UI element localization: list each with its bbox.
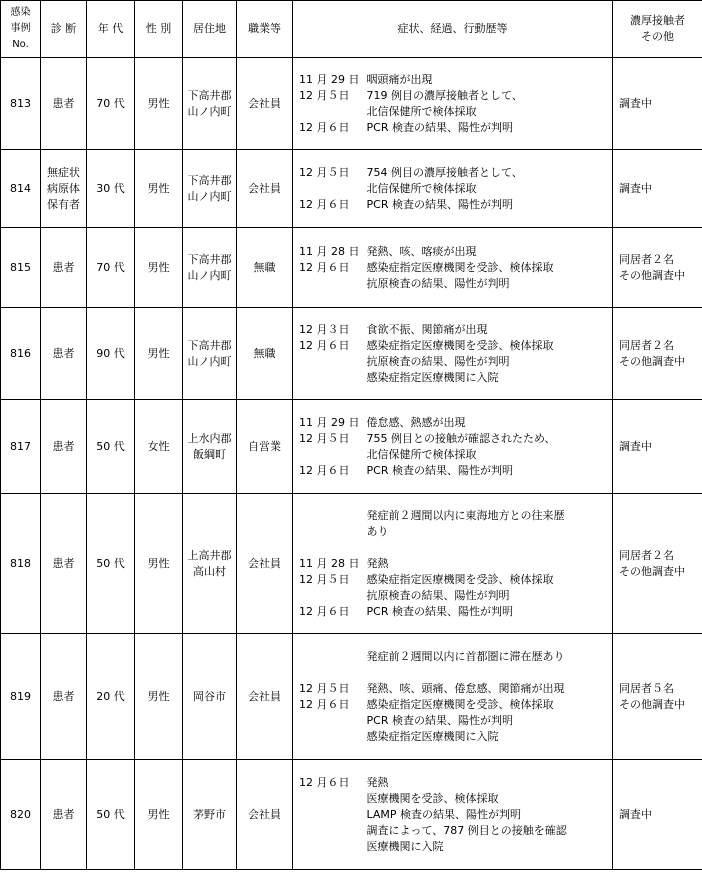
- course-dates-line: 12 月６日: [299, 463, 350, 477]
- diagnosis-line: 患者: [52, 689, 75, 703]
- occupation: 会社員: [237, 760, 293, 870]
- course-text-line: 医療機関に入院: [366, 839, 444, 853]
- occupation: 会社員: [237, 58, 293, 150]
- course-dates-line: [299, 823, 367, 839]
- course-dates: [293, 228, 367, 308]
- table-row: [1, 400, 702, 494]
- age: 50 代: [87, 400, 135, 494]
- course-text-line: 発熱、咳、頭痛、倦怠感、関節痛が出現: [366, 681, 565, 695]
- course-dates: [293, 308, 367, 400]
- age: 70 代: [87, 58, 135, 150]
- contacts: [613, 634, 702, 760]
- course-text-line: PCR 検査の結果、陽性が判明: [366, 713, 513, 727]
- course-dates-line: 12 月５日: [299, 681, 350, 695]
- course-dates: [293, 400, 367, 494]
- case-number: 814: [1, 150, 41, 228]
- course-dates-line: 12 月６日: [299, 604, 350, 618]
- course-text-line: 抗原検査の結果、陽性が判明: [366, 276, 510, 290]
- sex: 男性: [135, 150, 183, 228]
- table-row: [1, 634, 702, 760]
- residence-line: 下高井郡: [187, 173, 232, 187]
- diagnosis: [41, 760, 87, 870]
- course-text-line: 発熱: [366, 556, 389, 570]
- sex: 男性: [135, 494, 183, 634]
- contacts: [613, 228, 702, 308]
- header-age: 年 代: [87, 1, 135, 58]
- residence: [183, 228, 237, 308]
- course-text-line: 北信保健所で検体採取: [366, 181, 477, 195]
- course-text-line: 感染症指定医療機関に入院: [366, 729, 499, 743]
- course-dates-line: 11 月 28 日: [299, 556, 360, 570]
- course-text-line: [367, 665, 613, 681]
- header-contacts: [613, 1, 702, 58]
- header-residence: 居住地: [183, 1, 237, 58]
- residence-line: 飯綱町: [193, 447, 226, 461]
- diagnosis: [41, 308, 87, 400]
- header-case-no: [1, 1, 41, 58]
- course-dates-line: [299, 588, 367, 604]
- age: 50 代: [87, 760, 135, 870]
- course-text-line: 感染症指定医療機関を受診、検体採取: [366, 260, 554, 274]
- contacts: [613, 400, 702, 494]
- course-text-line: 倦怠感、熱感が出現: [366, 415, 466, 429]
- diagnosis-line: 患者: [52, 346, 75, 360]
- course-dates-line: 12 月５日: [299, 572, 350, 586]
- diagnosis: [41, 634, 87, 760]
- residence-line: 下高井郡: [187, 88, 232, 102]
- age: 20 代: [87, 634, 135, 760]
- course-text-line: PCR 検査の結果、陽性が判明: [366, 604, 513, 618]
- contacts: [613, 58, 702, 150]
- contacts-line: 調査中: [619, 439, 652, 453]
- course-text: [367, 228, 613, 308]
- course-dates-line: 12 月６日: [299, 120, 350, 134]
- residence: [183, 400, 237, 494]
- diagnosis-line: 保有者: [47, 197, 80, 211]
- occupation: 自営業: [237, 400, 293, 494]
- contacts-line: その他調査中: [619, 697, 685, 711]
- course-dates: [293, 494, 367, 634]
- contacts: [613, 760, 702, 870]
- header-sex: 性 別: [135, 1, 183, 58]
- course-dates-line: 11 月 29 日: [299, 72, 360, 86]
- course-dates-line: [299, 524, 367, 540]
- residence-line: 高山村: [193, 564, 226, 578]
- age: 90 代: [87, 308, 135, 400]
- occupation: 会社員: [237, 634, 293, 760]
- diagnosis: [41, 228, 87, 308]
- course-text-line: あり: [366, 524, 389, 538]
- course-dates-line: [299, 729, 367, 745]
- table-row: [1, 58, 702, 150]
- residence: [183, 494, 237, 634]
- diagnosis-line: 患者: [52, 439, 75, 453]
- case-number: 818: [1, 494, 41, 634]
- course-text-line: 感染症指定医療機関を受診、検体採取: [366, 338, 554, 352]
- course-dates: [293, 150, 367, 228]
- course-text-line: 755 例目との接触が確認されたため、: [366, 431, 556, 445]
- course-dates-line: [299, 540, 367, 556]
- course-text-line: 抗原検査の結果、陽性が判明: [366, 588, 510, 602]
- course-text-line: 調査によって、787 例目との接触を確認: [366, 823, 567, 837]
- header-case-no-line3: No.: [12, 39, 29, 50]
- occupation: 無職: [237, 308, 293, 400]
- contacts-line: 同居者２名: [619, 548, 674, 562]
- sex: 女性: [135, 400, 183, 494]
- course-dates: [293, 58, 367, 150]
- diagnosis-line: 無症状: [47, 165, 80, 179]
- contacts-line: 同居者２名: [619, 252, 674, 266]
- course-text-line: 発熱、咳、喀痰が出現: [366, 244, 477, 258]
- residence-line: 下高井郡: [187, 338, 232, 352]
- course-text-line: 719 例目の濃厚接触者として、: [366, 88, 523, 102]
- contacts: [613, 150, 702, 228]
- course-dates-line: [299, 181, 367, 197]
- case-number: 820: [1, 760, 41, 870]
- header-contacts-line1: 濃厚接触者: [630, 14, 685, 27]
- diagnosis-line: 患者: [52, 96, 75, 110]
- diagnosis-line: 病原体: [47, 181, 80, 195]
- course-dates-line: [299, 665, 367, 681]
- course-dates-line: [299, 508, 367, 524]
- course-text-line: 発症前２週間以内に首都圏に滞在歴あり: [366, 649, 565, 663]
- diagnosis: [41, 150, 87, 228]
- course-text: [367, 760, 613, 870]
- contacts-line: 同居者５名: [619, 681, 674, 695]
- contacts-line: 調査中: [619, 181, 652, 195]
- case-number: 813: [1, 58, 41, 150]
- course-text-line: PCR 検査の結果、陽性が判明: [366, 197, 513, 211]
- occupation: 無職: [237, 228, 293, 308]
- sex: 男性: [135, 634, 183, 760]
- course-dates-line: [299, 839, 367, 855]
- sex: 男性: [135, 760, 183, 870]
- age: 50 代: [87, 494, 135, 634]
- course-text: [367, 400, 613, 494]
- course-dates-line: 12 月６日: [299, 338, 350, 352]
- course-text-line: 754 例目の濃厚接触者として、: [366, 165, 523, 179]
- course-dates-line: 12 月３日: [299, 322, 350, 336]
- course-text: [367, 150, 613, 228]
- contacts-line: 調査中: [619, 807, 652, 821]
- residence-line: 岡谷市: [193, 689, 226, 703]
- contacts-line: 同居者２名: [619, 338, 674, 352]
- course-text-line: [367, 540, 613, 556]
- course-text-line: 咽頭痛が出現: [366, 72, 433, 86]
- table-row: [1, 150, 702, 228]
- contacts: [613, 494, 702, 634]
- course-dates-line: 11 月 29 日: [299, 415, 360, 429]
- course-dates-line: [299, 447, 367, 463]
- diagnosis: [41, 58, 87, 150]
- sex: 男性: [135, 308, 183, 400]
- course-dates-line: [299, 713, 367, 729]
- residence-line: 下高井郡: [187, 252, 232, 266]
- header-course: 症状、経過、行動歴等: [293, 1, 613, 58]
- residence-line: 山ノ内町: [187, 268, 232, 282]
- occupation: 会社員: [237, 494, 293, 634]
- course-dates-line: [299, 354, 367, 370]
- course-text-line: 北信保健所で検体採取: [366, 104, 477, 118]
- diagnosis-line: 患者: [52, 807, 75, 821]
- residence-line: 山ノ内町: [187, 104, 232, 118]
- course-text-line: 発熱: [366, 775, 389, 789]
- course-dates-line: [299, 807, 367, 823]
- course-text-line: 感染症指定医療機関に入院: [366, 370, 499, 384]
- course-dates: [293, 760, 367, 870]
- age: 30 代: [87, 150, 135, 228]
- contacts: [613, 308, 702, 400]
- residence: [183, 308, 237, 400]
- residence-line: 上水内郡: [187, 431, 232, 445]
- course-text-line: 抗原検査の結果、陽性が判明: [366, 354, 510, 368]
- course-dates: [293, 634, 367, 760]
- course-text-line: 感染症指定医療機関を受診、検体採取: [366, 572, 554, 586]
- diagnosis: [41, 494, 87, 634]
- header-contacts-line2: その他: [641, 30, 674, 43]
- course-dates-line: 11 月 28 日: [299, 244, 360, 258]
- table-row: [1, 308, 702, 400]
- course-dates-line: 12 月６日: [299, 197, 350, 211]
- course-text: [367, 308, 613, 400]
- contacts-line: その他調査中: [619, 354, 685, 368]
- course-text: [367, 58, 613, 150]
- case-number: 816: [1, 308, 41, 400]
- header-occupation: 職業等: [237, 1, 293, 58]
- residence: [183, 58, 237, 150]
- header-diagnosis: 診 断: [41, 1, 87, 58]
- residence-line: 上高井郡: [187, 548, 232, 562]
- age: 70 代: [87, 228, 135, 308]
- table-row: [1, 494, 702, 634]
- course-dates-line: 12 月６日: [299, 697, 350, 711]
- course-text-line: LAMP 検査の結果、陽性が判明: [366, 807, 522, 821]
- course-text-line: 食欲不振、関節痛が出現: [366, 322, 488, 336]
- course-dates-line: [299, 791, 367, 807]
- residence: [183, 634, 237, 760]
- course-text-line: PCR 検査の結果、陽性が判明: [366, 463, 513, 477]
- case-number: 815: [1, 228, 41, 308]
- course-text-line: 発症前２週間以内に東海地方との往来歴: [366, 508, 565, 522]
- course-text-line: PCR 検査の結果、陽性が判明: [366, 120, 513, 134]
- course-text: [367, 634, 613, 760]
- case-number: 819: [1, 634, 41, 760]
- header-case-no-line2: 事例: [10, 23, 31, 34]
- course-text-line: 医療機関を受診、検体採取: [366, 791, 499, 805]
- residence: [183, 150, 237, 228]
- course-dates-line: 12 月５日: [299, 431, 350, 445]
- residence-line: 山ノ内町: [187, 189, 232, 203]
- course-dates-line: 12 月６日: [299, 775, 350, 789]
- contacts-line: 調査中: [619, 96, 652, 110]
- course-dates-line: [299, 370, 367, 386]
- course-dates-line: 12 月５日: [299, 165, 350, 179]
- course-dates-line: 12 月５日: [299, 88, 350, 102]
- diagnosis: [41, 400, 87, 494]
- header-row: [1, 1, 702, 58]
- course-text-line: 北信保健所で検体採取: [366, 447, 477, 461]
- case-number: 817: [1, 400, 41, 494]
- sex: 男性: [135, 58, 183, 150]
- header-case-no-line1: 感染: [10, 7, 31, 18]
- occupation: 会社員: [237, 150, 293, 228]
- course-text-line: 感染症指定医療機関を受診、検体採取: [366, 697, 554, 711]
- course-text: [367, 494, 613, 634]
- contacts-line: その他調査中: [619, 564, 685, 578]
- course-dates-line: [299, 649, 367, 665]
- contacts-line: その他調査中: [619, 268, 685, 282]
- diagnosis-line: 患者: [52, 556, 75, 570]
- table-row: [1, 228, 702, 308]
- table-row: [1, 760, 702, 870]
- residence: [183, 760, 237, 870]
- course-dates-line: 12 月６日: [299, 260, 350, 274]
- residence-line: 山ノ内町: [187, 354, 232, 368]
- sex: 男性: [135, 228, 183, 308]
- course-dates-line: [299, 276, 367, 292]
- diagnosis-line: 患者: [52, 260, 75, 274]
- course-dates-line: [299, 104, 367, 120]
- residence-line: 茅野市: [193, 807, 226, 821]
